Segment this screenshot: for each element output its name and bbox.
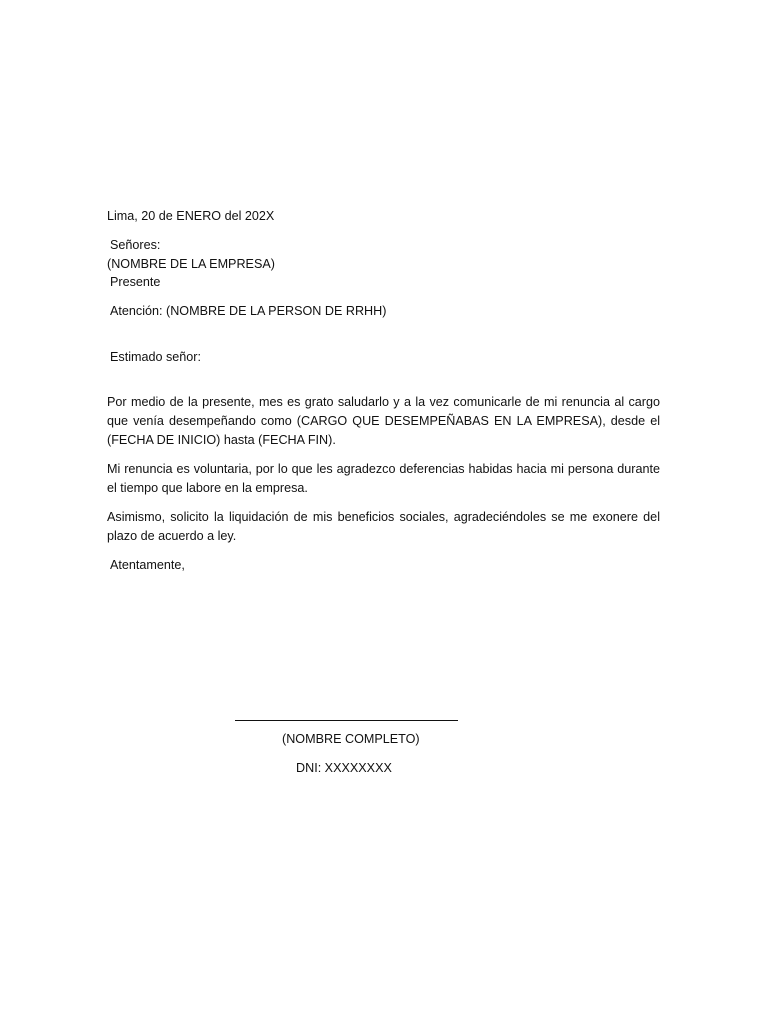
body-paragraph-2: Mi renuncia es voluntaria, por lo que les agradezco deferencias habidas hacia mi persona durante el tiempo que labore en la empresa. [107,462,660,495]
signature-name: (NOMBRE COMPLETO) [282,732,420,746]
signature-dni: DNI: XXXXXXXX [296,761,392,775]
salutation-header: Señores: [110,238,161,252]
greeting-line: Estimado señor: [110,350,201,364]
date-line: Lima, 20 de ENERO del 202X [107,209,275,223]
closing-line: Atentamente, [110,558,185,572]
signature-line [235,720,458,721]
attention-line: Atención: (NOMBRE DE LA PERSON DE RRHH) [110,304,387,318]
company-name: (NOMBRE DE LA EMPRESA) [107,257,275,271]
body-paragraph-1: Por medio de la presente, mes es grato saludarlo y a la vez comunicarle de mi renuncia al cargo que venía desempeñando como (CARGO QUE DESEMPEÑABAS EN LA EMPRESA), desde el (FECHA DE INICIO) hasta (FECHA FIN). [107,395,660,447]
presente-line: Presente [110,275,161,289]
body-paragraph-3: Asimismo, solicito la liquidación de mis beneficios sociales, agradeciéndoles se me exonere del plazo de acuerdo a ley. [107,510,660,543]
